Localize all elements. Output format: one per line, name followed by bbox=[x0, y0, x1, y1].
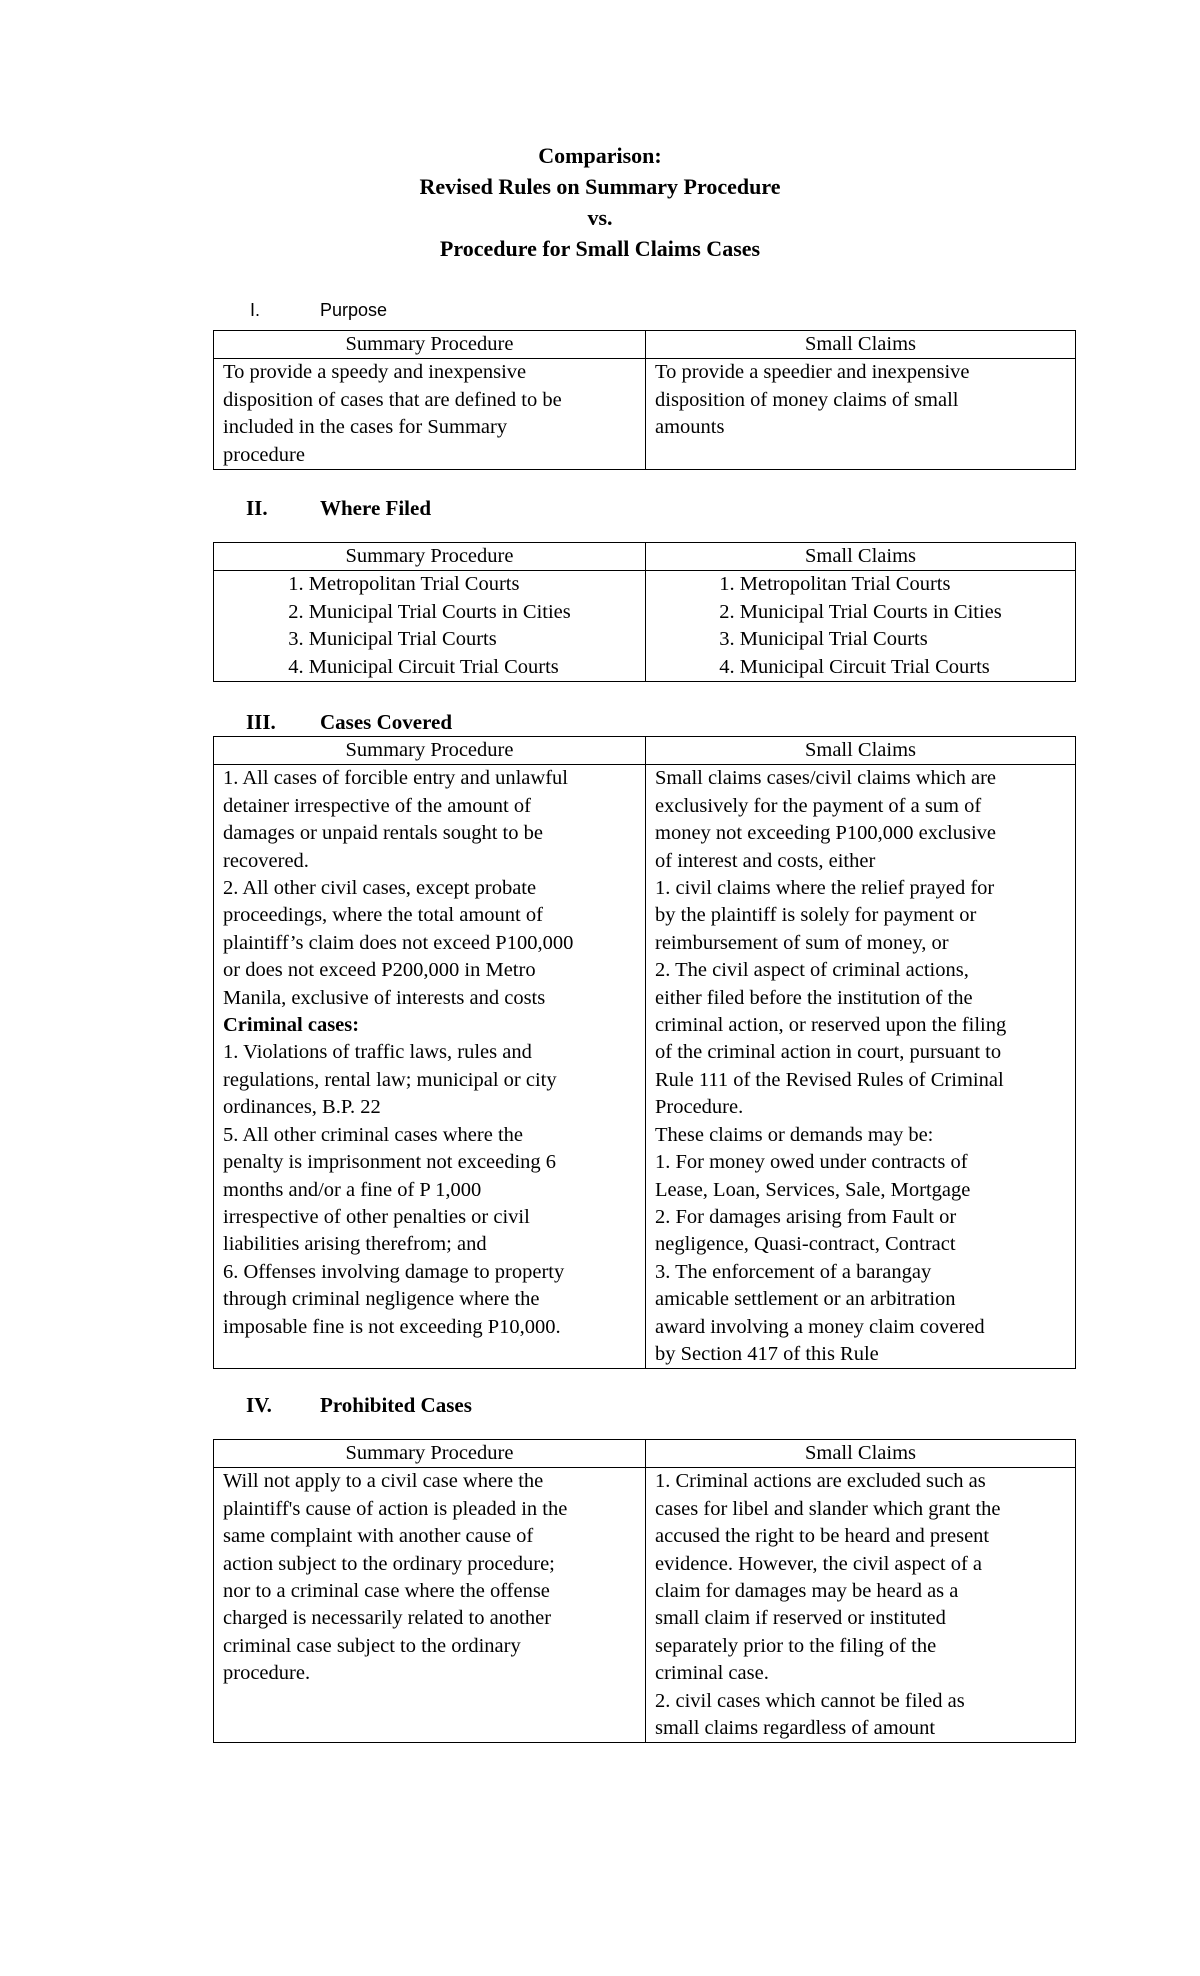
cell-text-line: 1. Criminal actions are excluded such as bbox=[655, 1470, 986, 1493]
cell-text-line: by Section 417 of this Rule bbox=[655, 1342, 879, 1365]
cell-text-line: criminal case subject to the ordinary bbox=[223, 1634, 521, 1657]
cell-text-line: evidence. However, the civil aspect of a bbox=[655, 1552, 983, 1575]
cell-text-line: 2. civil cases which cannot be filed as bbox=[655, 1689, 965, 1712]
cell-text-line: of interest and costs, either bbox=[655, 849, 876, 872]
cell-text-line: amicable settlement or an arbitration bbox=[655, 1288, 956, 1311]
small-claims-cell bbox=[646, 765, 1076, 1369]
cell-text-line: recovered. bbox=[223, 849, 309, 872]
cell-text-line: small claims regardless of amount bbox=[655, 1717, 936, 1740]
cell-text-line: 1. Violations of traffic laws, rules and bbox=[223, 1041, 532, 1064]
cell-text-line: irrespective of other penalties or civil bbox=[223, 1205, 530, 1228]
section-heading-cases-covered bbox=[246, 710, 452, 735]
cell-text-line: cases for libel and slander which grant the bbox=[655, 1497, 1001, 1520]
cell-text-line: negligence, Quasi-contract, Contract bbox=[655, 1233, 956, 1256]
cell-text-line: Manila, exclusive of interests and costs bbox=[223, 986, 546, 1009]
cell-text-line: 2. For damages arising from Fault or bbox=[655, 1205, 957, 1228]
cell-text-line: Will not apply to a civil case where the bbox=[223, 1470, 544, 1493]
cell-text-line: 3. Municipal Trial Courts bbox=[288, 628, 497, 651]
column-header-small-claims: Small Claims bbox=[646, 331, 1076, 359]
cell-text-line: Rule 111 of the Revised Rules of Criminal bbox=[655, 1068, 1004, 1091]
cell-text-line: reimbursement of sum of money, or bbox=[655, 931, 949, 954]
title-line-4: Procedure for Small Claims Cases bbox=[439, 236, 761, 261]
cell-text-line: either filed before the institution of the bbox=[655, 986, 973, 1009]
comparison-table-where-filed bbox=[213, 542, 1076, 682]
summary-cell bbox=[214, 571, 646, 682]
comparison-table-prohibited-cases bbox=[213, 1439, 1076, 1743]
cell-text-line: 1. Metropolitan Trial Courts bbox=[288, 573, 520, 596]
cell-text-line: 1. All cases of forcible entry and unlawful bbox=[223, 767, 568, 790]
column-header-summary: Summary Procedure bbox=[214, 1440, 646, 1468]
section-heading-prohibited-cases bbox=[246, 1393, 472, 1418]
cell-text-line: disposition of money claims of small bbox=[655, 388, 959, 411]
cell-text-line: of the criminal action in court, pursuant to bbox=[655, 1041, 1002, 1064]
cell-text-line: plaintiff's cause of action is pleaded in the bbox=[223, 1497, 568, 1520]
cell-text-line: 3. The enforcement of a barangay bbox=[655, 1260, 932, 1283]
cell-text-line: Lease, Loan, Services, Sale, Mortgage bbox=[655, 1178, 971, 1201]
cell-text-line: plaintiff’s claim does not exceed P100,000 bbox=[223, 931, 574, 954]
cell-text-line: or does not exceed P200,000 in Metro bbox=[223, 959, 536, 982]
cell-text-line: imposable fine is not exceeding P10,000. bbox=[223, 1315, 561, 1338]
column-header-small-claims: Small Claims bbox=[646, 737, 1076, 765]
cell-text-line: regulations, rental law; municipal or city bbox=[223, 1068, 557, 1091]
small-claims-cell bbox=[646, 359, 1076, 470]
cell-text-line: claim for damages may be heard as a bbox=[655, 1580, 959, 1603]
summary-cell bbox=[214, 765, 646, 1369]
cell-text-line: Small claims cases/civil claims which are bbox=[655, 767, 996, 790]
section-heading-purpose bbox=[250, 300, 387, 321]
cell-text-line: 3. Municipal Trial Courts bbox=[719, 628, 928, 651]
column-header-small-claims: Small Claims bbox=[646, 1440, 1076, 1468]
cell-text-line: detainer irrespective of the amount of bbox=[223, 794, 531, 817]
cell-text-line: by the plaintiff is solely for payment or bbox=[655, 904, 977, 927]
column-header-summary: Summary Procedure bbox=[214, 737, 646, 765]
cell-text-line: action subject to the ordinary procedure; bbox=[223, 1552, 555, 1575]
section-title: Prohibited Cases bbox=[320, 1393, 472, 1417]
column-header-summary: Summary Procedure bbox=[214, 331, 646, 359]
cell-text-line: 2. The civil aspect of criminal actions, bbox=[655, 959, 969, 982]
cell-text-line: included in the cases for Summary bbox=[223, 416, 508, 439]
cell-text-line: nor to a criminal case where the offense bbox=[223, 1580, 550, 1603]
column-header-small-claims: Small Claims bbox=[646, 543, 1076, 571]
cell-text-line: procedure. bbox=[223, 1662, 311, 1685]
cell-text-line: proceedings, where the total amount of bbox=[223, 904, 543, 927]
cell-text-line: 1. For money owed under contracts of bbox=[655, 1151, 968, 1174]
cell-text-line: amounts bbox=[655, 416, 725, 439]
cell-text-line: procedure bbox=[223, 443, 305, 466]
cell-text-line: disposition of cases that are defined to be bbox=[223, 388, 562, 411]
title-line-2: Revised Rules on Summary Procedure bbox=[419, 174, 781, 199]
summary-cell bbox=[214, 1468, 646, 1743]
cell-text-line: charged is necessarily related to another bbox=[223, 1607, 552, 1630]
column-header-summary: Summary Procedure bbox=[214, 543, 646, 571]
cell-text-line: 5. All other criminal cases where the bbox=[223, 1123, 523, 1146]
cell-text-line: ordinances, B.P. 22 bbox=[223, 1096, 381, 1119]
title-line-3: vs. bbox=[587, 205, 613, 230]
cell-text-line: damages or unpaid rentals sought to be bbox=[223, 822, 543, 845]
cell-text-line: liabilities arising therefrom; and bbox=[223, 1233, 487, 1256]
section-number: III. bbox=[246, 710, 276, 734]
cell-text-line: These claims or demands may be: bbox=[655, 1123, 934, 1146]
cell-text-line: small claim if reserved or instituted bbox=[655, 1607, 946, 1630]
cell-text-line: 4. Municipal Circuit Trial Courts bbox=[719, 655, 990, 678]
cell-text-line: 1. Metropolitan Trial Courts bbox=[719, 573, 951, 596]
comparison-table-purpose bbox=[213, 330, 1076, 470]
comparison-table-cases-covered bbox=[213, 736, 1076, 1369]
cell-text-line: 2. All other civil cases, except probate bbox=[223, 877, 537, 900]
cell-text-line: 2. Municipal Trial Courts in Cities bbox=[719, 600, 1002, 623]
cell-text-line: 1. civil claims where the relief prayed for bbox=[655, 877, 995, 900]
section-title: Purpose bbox=[320, 300, 388, 320]
section-number: II. bbox=[246, 496, 268, 520]
title-line-1: Comparison: bbox=[538, 143, 662, 168]
cell-text-line: 4. Municipal Circuit Trial Courts bbox=[288, 655, 559, 678]
cell-text-line: To provide a speedy and inexpensive bbox=[223, 361, 527, 384]
cell-text-line: exclusively for the payment of a sum of bbox=[655, 794, 982, 817]
section-title: Cases Covered bbox=[320, 710, 453, 734]
section-number: IV. bbox=[246, 1393, 272, 1417]
small-claims-cell bbox=[646, 571, 1076, 682]
cell-text-line: Procedure. bbox=[655, 1096, 744, 1119]
cell-text-line: 2. Municipal Trial Courts in Cities bbox=[288, 600, 571, 623]
cell-text-line: accused the right to be heard and present bbox=[655, 1525, 990, 1548]
small-claims-cell bbox=[646, 1468, 1076, 1743]
cell-text-line: 6. Offenses involving damage to property bbox=[223, 1260, 565, 1283]
cell-text-line: months and/or a fine of P 1,000 bbox=[223, 1178, 482, 1201]
cell-text-line: separately prior to the filing of the bbox=[655, 1634, 937, 1657]
section-number: I. bbox=[250, 300, 261, 320]
cell-text-line: criminal case. bbox=[655, 1662, 769, 1685]
section-title: Where Filed bbox=[320, 496, 432, 520]
cell-text-line: Criminal cases: bbox=[223, 1014, 360, 1037]
cell-text-line: criminal action, or reserved upon the filing bbox=[655, 1014, 1007, 1037]
document-title bbox=[0, 140, 1200, 264]
cell-text-line: award involving a money claim covered bbox=[655, 1315, 985, 1338]
cell-text-line: same complaint with another cause of bbox=[223, 1525, 534, 1548]
section-heading-where-filed bbox=[246, 496, 431, 521]
cell-text-line: penalty is imprisonment not exceeding 6 bbox=[223, 1151, 557, 1174]
cell-text-line: money not exceeding P100,000 exclusive bbox=[655, 822, 997, 845]
cell-text-line: To provide a speedier and inexpensive bbox=[655, 361, 970, 384]
summary-cell bbox=[214, 359, 646, 470]
cell-text-line: through criminal negligence where the bbox=[223, 1288, 540, 1311]
